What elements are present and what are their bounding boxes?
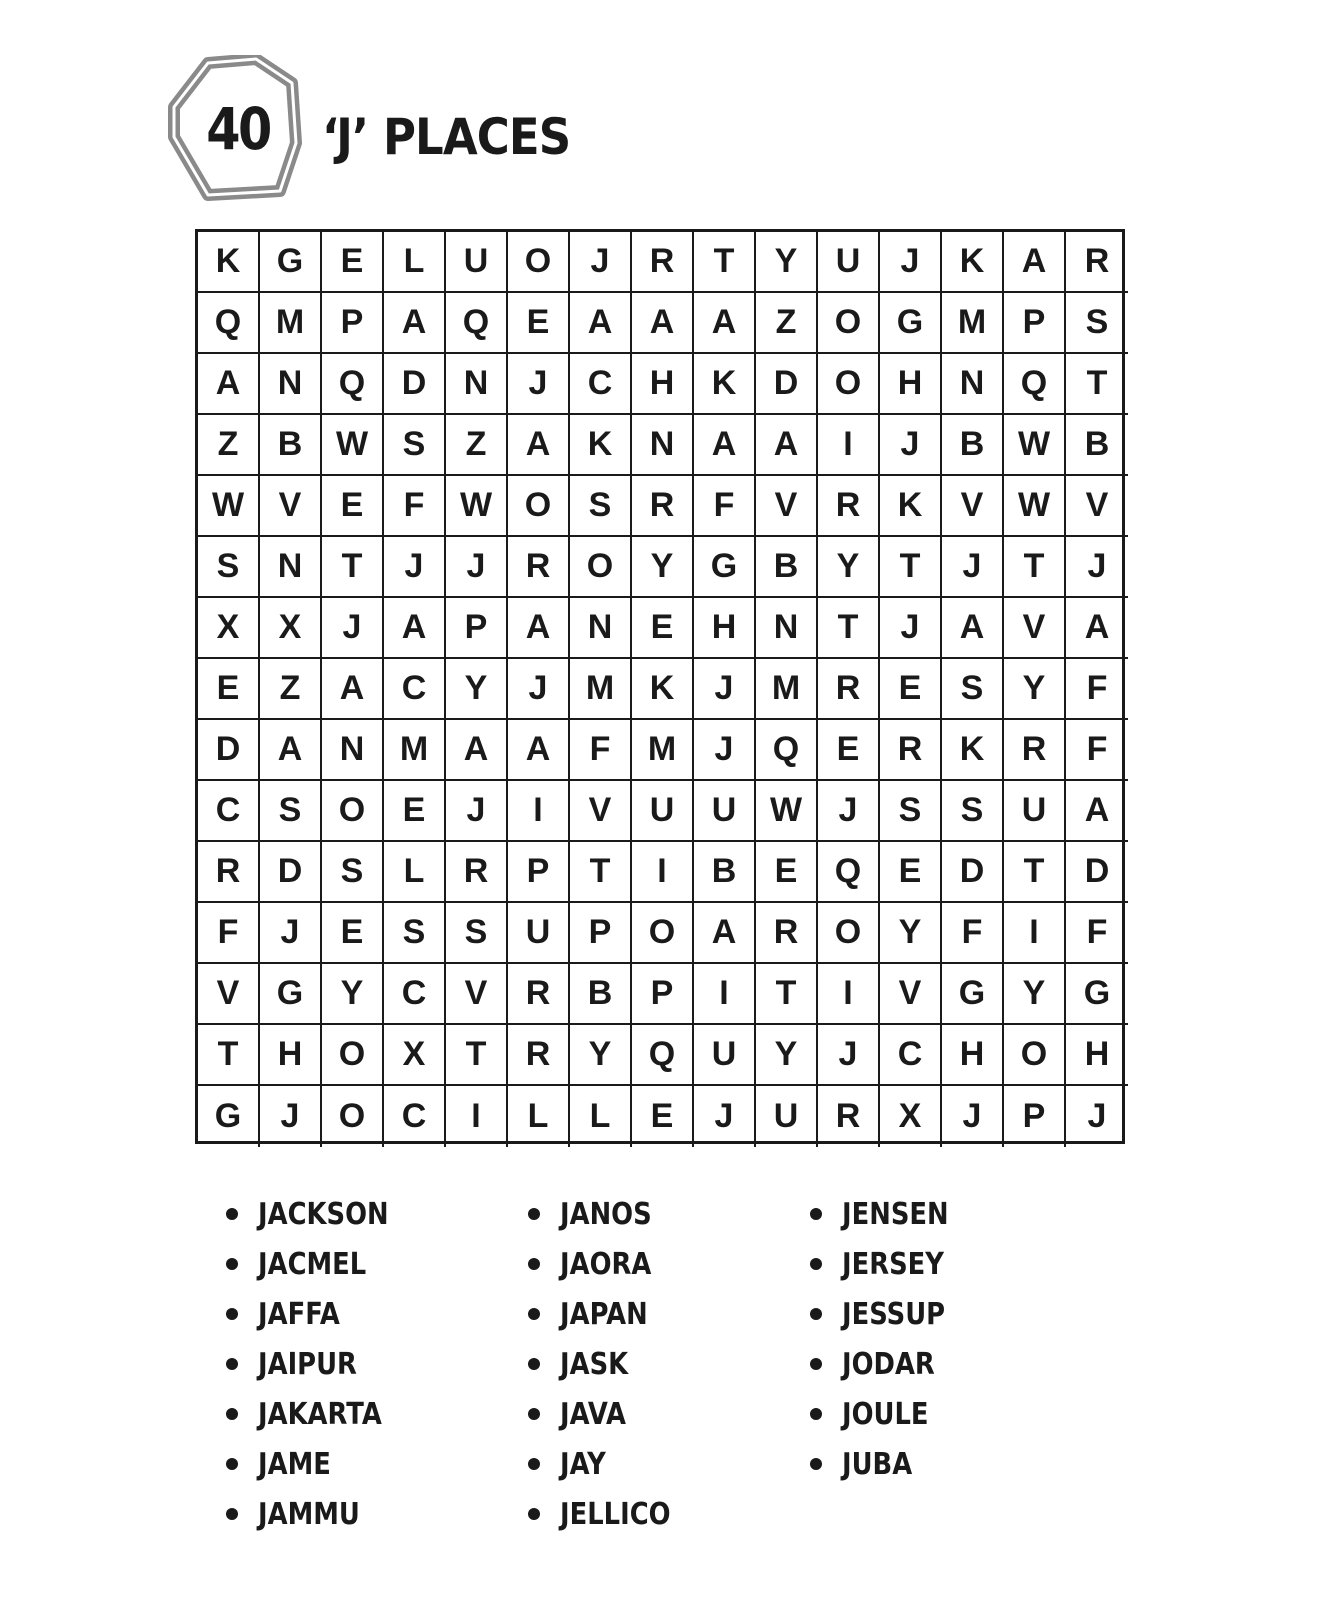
bullet-icon (226, 1408, 238, 1420)
grid-cell[interactable]: F (198, 903, 260, 964)
grid-cell[interactable]: U (632, 781, 694, 842)
grid-cell[interactable]: J (1066, 537, 1128, 598)
grid-cell[interactable]: W (1004, 415, 1066, 476)
grid-cell[interactable]: V (260, 476, 322, 537)
grid-cell[interactable]: A (570, 293, 632, 354)
grid-cell[interactable]: Y (1004, 964, 1066, 1025)
word-list-column (226, 1189, 410, 1539)
grid-cell[interactable]: S (942, 659, 1004, 720)
grid-cell[interactable]: F (570, 720, 632, 781)
grid-cell[interactable]: R (508, 1025, 570, 1086)
grid-cell[interactable]: Z (260, 659, 322, 720)
word-list-item (226, 1189, 410, 1239)
grid-cell[interactable]: O (508, 232, 570, 293)
grid-cell[interactable]: T (570, 842, 632, 903)
word-list-item (226, 1389, 410, 1439)
grid-cell[interactable]: A (1066, 781, 1128, 842)
grid-cell[interactable]: S (570, 476, 632, 537)
bullet-icon (226, 1208, 238, 1220)
word-label: JERSEY (842, 1246, 944, 1282)
word-label: JAY (560, 1446, 606, 1482)
grid-cell[interactable]: O (508, 476, 570, 537)
word-label: JELLICO (560, 1496, 671, 1532)
word-search-grid (195, 229, 1125, 1144)
word-list-item (810, 1239, 966, 1289)
grid-cell[interactable]: E (880, 842, 942, 903)
grid-cell[interactable]: M (756, 659, 818, 720)
grid-cell[interactable]: U (818, 232, 880, 293)
grid-cell[interactable]: X (880, 1086, 942, 1147)
grid-cell[interactable]: N (632, 415, 694, 476)
grid-cell[interactable]: G (694, 537, 756, 598)
grid-cell[interactable]: D (384, 354, 446, 415)
grid-cell[interactable]: V (880, 964, 942, 1025)
grid-cell[interactable]: F (1066, 720, 1128, 781)
grid-cell[interactable]: H (942, 1025, 1004, 1086)
grid-cell[interactable]: Y (1004, 659, 1066, 720)
grid-cell[interactable]: R (1066, 232, 1128, 293)
grid-cell[interactable]: F (1066, 903, 1128, 964)
grid-cell[interactable]: S (384, 415, 446, 476)
grid-cell[interactable]: I (1004, 903, 1066, 964)
word-label: JASK (560, 1346, 629, 1382)
grid-cell[interactable]: R (880, 720, 942, 781)
grid-cell[interactable]: R (446, 842, 508, 903)
grid-cell[interactable]: C (880, 1025, 942, 1086)
grid-cell[interactable]: J (508, 354, 570, 415)
word-list-item (226, 1339, 410, 1389)
grid-cell[interactable]: S (942, 781, 1004, 842)
grid-cell[interactable]: B (756, 537, 818, 598)
grid-cell[interactable]: J (694, 720, 756, 781)
grid-cell[interactable]: C (384, 1086, 446, 1147)
grid-cell[interactable]: A (694, 903, 756, 964)
grid-cell[interactable]: Y (446, 659, 508, 720)
bullet-icon (528, 1458, 540, 1470)
grid-cell[interactable]: E (880, 659, 942, 720)
grid-cell[interactable]: A (756, 415, 818, 476)
grid-cell[interactable]: R (818, 476, 880, 537)
grid-cell[interactable]: C (570, 354, 632, 415)
bullet-icon (528, 1358, 540, 1370)
grid-cell[interactable]: N (942, 354, 1004, 415)
grid-cell[interactable]: E (632, 598, 694, 659)
grid-cell[interactable]: B (260, 415, 322, 476)
word-label: JAIPUR (258, 1346, 357, 1382)
grid-cell[interactable]: Q (446, 293, 508, 354)
grid-cell[interactable]: O (818, 354, 880, 415)
grid-cell[interactable]: O (322, 1086, 384, 1147)
grid-cell[interactable]: L (384, 232, 446, 293)
grid-cell[interactable]: S (260, 781, 322, 842)
grid-cell[interactable]: A (694, 415, 756, 476)
bullet-icon (226, 1508, 238, 1520)
grid-cell[interactable]: A (508, 415, 570, 476)
bullet-icon (528, 1408, 540, 1420)
grid-cell[interactable]: T (1004, 842, 1066, 903)
grid-cell[interactable]: I (508, 781, 570, 842)
grid-cell[interactable]: X (198, 598, 260, 659)
grid-cell[interactable]: S (880, 781, 942, 842)
grid-cell[interactable]: S (1066, 293, 1128, 354)
grid-cell[interactable]: W (446, 476, 508, 537)
grid-cell[interactable]: C (384, 964, 446, 1025)
grid-cell[interactable]: F (942, 903, 1004, 964)
grid-cell[interactable]: G (942, 964, 1004, 1025)
grid-cell[interactable]: T (322, 537, 384, 598)
grid-cell[interactable]: F (1066, 659, 1128, 720)
grid-cell[interactable]: F (384, 476, 446, 537)
grid-cell[interactable]: O (632, 903, 694, 964)
grid-cell[interactable]: R (198, 842, 260, 903)
bullet-icon (226, 1458, 238, 1470)
word-list-item (226, 1489, 410, 1539)
word-label: JANOS (560, 1196, 652, 1232)
grid-cell[interactable]: O (570, 537, 632, 598)
grid-cell[interactable]: J (1087, 1097, 1107, 1135)
grid-cell[interactable]: J (384, 537, 446, 598)
grid-cell[interactable]: E (818, 720, 880, 781)
grid-cell[interactable]: D (756, 354, 818, 415)
grid-cell[interactable]: A (384, 293, 446, 354)
grid-cell[interactable]: G (1066, 964, 1128, 1025)
grid-cell[interactable]: T (880, 537, 942, 598)
grid-cell[interactable]: A (632, 293, 694, 354)
grid-cell[interactable]: A (1004, 232, 1066, 293)
grid-cell[interactable]: O (818, 903, 880, 964)
word-list-item (810, 1439, 966, 1489)
word-label: JODAR (842, 1346, 935, 1382)
grid-cell[interactable]: U (508, 903, 570, 964)
word-list-column (528, 1189, 689, 1539)
grid-cell[interactable]: V (1066, 476, 1128, 537)
word-list-item (226, 1439, 410, 1489)
grid-cell[interactable]: A (322, 659, 384, 720)
grid-cell[interactable]: K (880, 476, 942, 537)
grid-cell[interactable]: E (322, 476, 384, 537)
word-list-item (528, 1189, 689, 1239)
grid-cell[interactable]: E (384, 781, 446, 842)
grid-cell[interactable]: A (1066, 598, 1128, 659)
grid-cell[interactable]: B (694, 842, 756, 903)
grid-cell[interactable]: V (942, 476, 1004, 537)
word-list-item (226, 1289, 410, 1339)
puzzle-number-badge (168, 55, 308, 205)
puzzle-title: ‘J’ PLACES (322, 108, 571, 166)
grid-cell[interactable]: J (508, 659, 570, 720)
grid-cell[interactable]: R (1004, 720, 1066, 781)
grid-cell[interactable]: H (632, 354, 694, 415)
grid-cell[interactable]: Y (632, 537, 694, 598)
grid-cell[interactable]: P (446, 598, 508, 659)
grid-cell[interactable]: N (260, 537, 322, 598)
grid-cell[interactable]: V (1004, 598, 1066, 659)
grid-cell[interactable]: Y (880, 903, 942, 964)
grid-cell[interactable]: V (570, 781, 632, 842)
word-list-column (810, 1189, 966, 1489)
grid-cell[interactable]: Z (198, 415, 260, 476)
grid-cell[interactable]: E (756, 842, 818, 903)
grid-cell[interactable]: J (694, 659, 756, 720)
grid-cell[interactable]: J (570, 232, 632, 293)
grid-cell[interactable]: M (260, 293, 322, 354)
grid-cell[interactable]: O (322, 1025, 384, 1086)
grid-cell[interactable]: Y (818, 537, 880, 598)
grid-cell[interactable]: X (260, 598, 322, 659)
grid-cell[interactable]: P (322, 293, 384, 354)
grid-cell[interactable]: Z (756, 293, 818, 354)
grid-cell[interactable]: J (260, 1086, 322, 1147)
grid-cell[interactable]: U (446, 232, 508, 293)
word-label: JESSUP (842, 1296, 946, 1332)
grid-cell[interactable]: N (756, 598, 818, 659)
word-label: JAMMU (258, 1496, 360, 1532)
grid-cell[interactable]: L (384, 842, 446, 903)
grid-cell[interactable]: R (818, 1086, 880, 1147)
grid-cell[interactable]: K (694, 354, 756, 415)
bullet-icon (810, 1408, 822, 1420)
grid-cell[interactable]: W (322, 415, 384, 476)
grid-cell[interactable]: I (632, 842, 694, 903)
word-list-item (810, 1289, 966, 1339)
word-list-item (810, 1189, 966, 1239)
grid-cell[interactable]: S (384, 903, 446, 964)
grid-cell[interactable]: H (1066, 1025, 1128, 1086)
grid-cell[interactable]: V (756, 476, 818, 537)
word-list-item (528, 1239, 689, 1289)
grid-cell[interactable]: F (694, 476, 756, 537)
grid-cell[interactable]: G (260, 964, 322, 1025)
grid-cell[interactable]: E (322, 232, 384, 293)
grid-cell[interactable]: O (322, 781, 384, 842)
bullet-icon (810, 1458, 822, 1470)
bullet-icon (226, 1308, 238, 1320)
grid-cell[interactable]: N (322, 720, 384, 781)
grid-cell[interactable]: D (260, 842, 322, 903)
grid-cell[interactable]: T (1004, 537, 1066, 598)
grid-cell[interactable]: Q (818, 842, 880, 903)
word-list-item (528, 1389, 689, 1439)
grid-cell[interactable]: Q (198, 293, 260, 354)
grid-cell[interactable]: Y (322, 964, 384, 1025)
grid-cell[interactable]: G (260, 232, 322, 293)
grid-cell[interactable]: A (446, 720, 508, 781)
grid-cell[interactable]: S (198, 537, 260, 598)
word-list-item (528, 1289, 689, 1339)
bullet-icon (810, 1308, 822, 1320)
word-list-item (226, 1239, 410, 1289)
grid-cell[interactable]: U (694, 781, 756, 842)
grid-cell[interactable]: T (756, 964, 818, 1025)
grid-cell[interactable]: A (508, 720, 570, 781)
grid-cell[interactable]: P (1004, 293, 1066, 354)
word-label: JAKARTA (258, 1396, 382, 1432)
grid-cell[interactable]: M (384, 720, 446, 781)
grid-cell[interactable]: S (446, 903, 508, 964)
bullet-icon (810, 1358, 822, 1370)
word-label: JACKSON (258, 1196, 389, 1232)
bullet-icon (810, 1258, 822, 1270)
grid-cell[interactable]: Q (756, 720, 818, 781)
bullet-icon (810, 1208, 822, 1220)
grid-cell[interactable]: I (694, 964, 756, 1025)
grid-cell[interactable]: P (570, 903, 632, 964)
word-label: JAFFA (258, 1296, 340, 1332)
grid-cell[interactable]: P (508, 842, 570, 903)
bullet-icon (528, 1508, 540, 1520)
grid-cell[interactable]: I (818, 964, 880, 1025)
grid-cell[interactable]: E (198, 659, 260, 720)
grid-cell[interactable]: D (1066, 842, 1128, 903)
word-label: JOULE (842, 1396, 929, 1432)
grid-cell[interactable]: A (384, 598, 446, 659)
grid-cell[interactable]: N (260, 354, 322, 415)
grid-cell[interactable]: D (942, 842, 1004, 903)
bullet-icon (226, 1258, 238, 1270)
grid-cell[interactable]: K (942, 720, 1004, 781)
grid-cell[interactable]: S (322, 842, 384, 903)
grid-cell[interactable]: N (570, 598, 632, 659)
word-list-item (810, 1339, 966, 1389)
grid-cell[interactable]: J (694, 1086, 756, 1147)
grid-cell[interactable]: P (1004, 1086, 1066, 1147)
grid-cell[interactable]: O (1004, 1025, 1066, 1086)
grid-cell[interactable]: Y (570, 1025, 632, 1086)
grid-cell[interactable]: H (880, 354, 942, 415)
grid-cell[interactable]: A (198, 354, 260, 415)
grid-cell[interactable]: W (1004, 476, 1066, 537)
grid-cell[interactable]: I (818, 415, 880, 476)
word-label: JACMEL (258, 1246, 367, 1282)
word-label: JAVA (560, 1396, 627, 1432)
grid-cell[interactable]: N (446, 354, 508, 415)
grid-cell[interactable]: R (818, 659, 880, 720)
grid-cell[interactable]: H (260, 1025, 322, 1086)
grid-cell[interactable]: R (508, 964, 570, 1025)
grid-cell[interactable]: V (198, 964, 260, 1025)
bullet-icon (528, 1208, 540, 1220)
grid-cell[interactable]: C (198, 781, 260, 842)
grid-cell[interactable]: R (508, 537, 570, 598)
word-label: JAME (258, 1446, 331, 1482)
grid-cell[interactable]: K (632, 659, 694, 720)
grid-cell[interactable]: W (756, 781, 818, 842)
grid-cell[interactable]: Z (446, 415, 508, 476)
word-list-item (528, 1439, 689, 1489)
grid-cell[interactable]: P (632, 964, 694, 1025)
grid-cell[interactable]: J (942, 1086, 1004, 1147)
grid-cell[interactable]: K (570, 415, 632, 476)
grid-cell[interactable]: J (880, 415, 942, 476)
grid-cell[interactable]: Q (632, 1025, 694, 1086)
grid-cell[interactable]: Y (756, 1025, 818, 1086)
word-list-item (810, 1389, 966, 1439)
grid-cell[interactable]: T (198, 1025, 260, 1086)
grid-cell[interactable]: J (322, 598, 384, 659)
grid-cell[interactable]: T (1066, 354, 1128, 415)
grid-cell[interactable]: J (880, 232, 942, 293)
grid-cell[interactable]: J (446, 781, 508, 842)
grid-cell[interactable]: L (508, 1086, 570, 1147)
grid-cell[interactable]: J (260, 903, 322, 964)
grid-cell[interactable]: B (942, 415, 1004, 476)
word-label: JUBA (842, 1446, 913, 1482)
grid-cell[interactable]: G (198, 1086, 260, 1147)
grid-cell[interactable]: D (198, 720, 260, 781)
grid-cell[interactable]: K (942, 232, 1004, 293)
grid-cell[interactable]: V (446, 964, 508, 1025)
grid-cell[interactable]: J (880, 598, 942, 659)
grid-cell[interactable]: U (694, 1025, 756, 1086)
grid-cell[interactable]: B (570, 964, 632, 1025)
grid-cell[interactable]: E (322, 903, 384, 964)
grid-cell[interactable]: M (570, 659, 632, 720)
grid-cell[interactable]: U (756, 1086, 818, 1147)
grid-cell[interactable]: T (818, 598, 880, 659)
grid-cell[interactable]: L (570, 1086, 632, 1147)
grid-cell[interactable]: O (818, 293, 880, 354)
word-label: JENSEN (842, 1196, 949, 1232)
grid-cell[interactable]: G (880, 293, 942, 354)
grid-cell[interactable]: M (632, 720, 694, 781)
grid-cell[interactable]: R (756, 903, 818, 964)
word-list-item (528, 1489, 689, 1539)
grid-cell[interactable]: T (446, 1025, 508, 1086)
word-label: JAORA (560, 1246, 652, 1282)
grid-cell[interactable]: E (632, 1086, 694, 1147)
grid-cell[interactable]: W (198, 476, 260, 537)
grid-cell[interactable]: A (694, 293, 756, 354)
grid-cell[interactable]: U (1004, 781, 1066, 842)
grid-cell[interactable]: A (942, 598, 1004, 659)
grid-cell[interactable]: E (508, 293, 570, 354)
grid-cell[interactable]: Q (322, 354, 384, 415)
grid-cell[interactable]: R (632, 476, 694, 537)
grid-cell[interactable]: B (1066, 415, 1128, 476)
grid-cell[interactable]: H (694, 598, 756, 659)
grid-cell[interactable]: J (942, 537, 1004, 598)
word-list-item (528, 1339, 689, 1389)
grid-cell[interactable]: I (446, 1086, 508, 1147)
grid-cell[interactable]: A (260, 720, 322, 781)
grid-cell[interactable]: J (818, 1025, 880, 1086)
grid-cell[interactable]: R (632, 232, 694, 293)
bullet-icon (226, 1358, 238, 1370)
grid-cell[interactable]: J (818, 781, 880, 842)
grid-cell[interactable]: K (198, 232, 260, 293)
word-label: JAPAN (560, 1296, 648, 1332)
grid-cell[interactable]: X (384, 1025, 446, 1086)
grid-cell[interactable]: C (384, 659, 446, 720)
grid-cell[interactable]: A (508, 598, 570, 659)
grid-cell[interactable]: Q (1004, 354, 1066, 415)
bullet-icon (528, 1308, 540, 1320)
bullet-icon (528, 1258, 540, 1270)
grid-cell[interactable]: Y (756, 232, 818, 293)
grid-cell[interactable]: J (446, 537, 508, 598)
puzzle-number: 40 (206, 95, 270, 163)
grid-cell[interactable]: M (942, 293, 1004, 354)
grid-cell[interactable]: T (694, 232, 756, 293)
